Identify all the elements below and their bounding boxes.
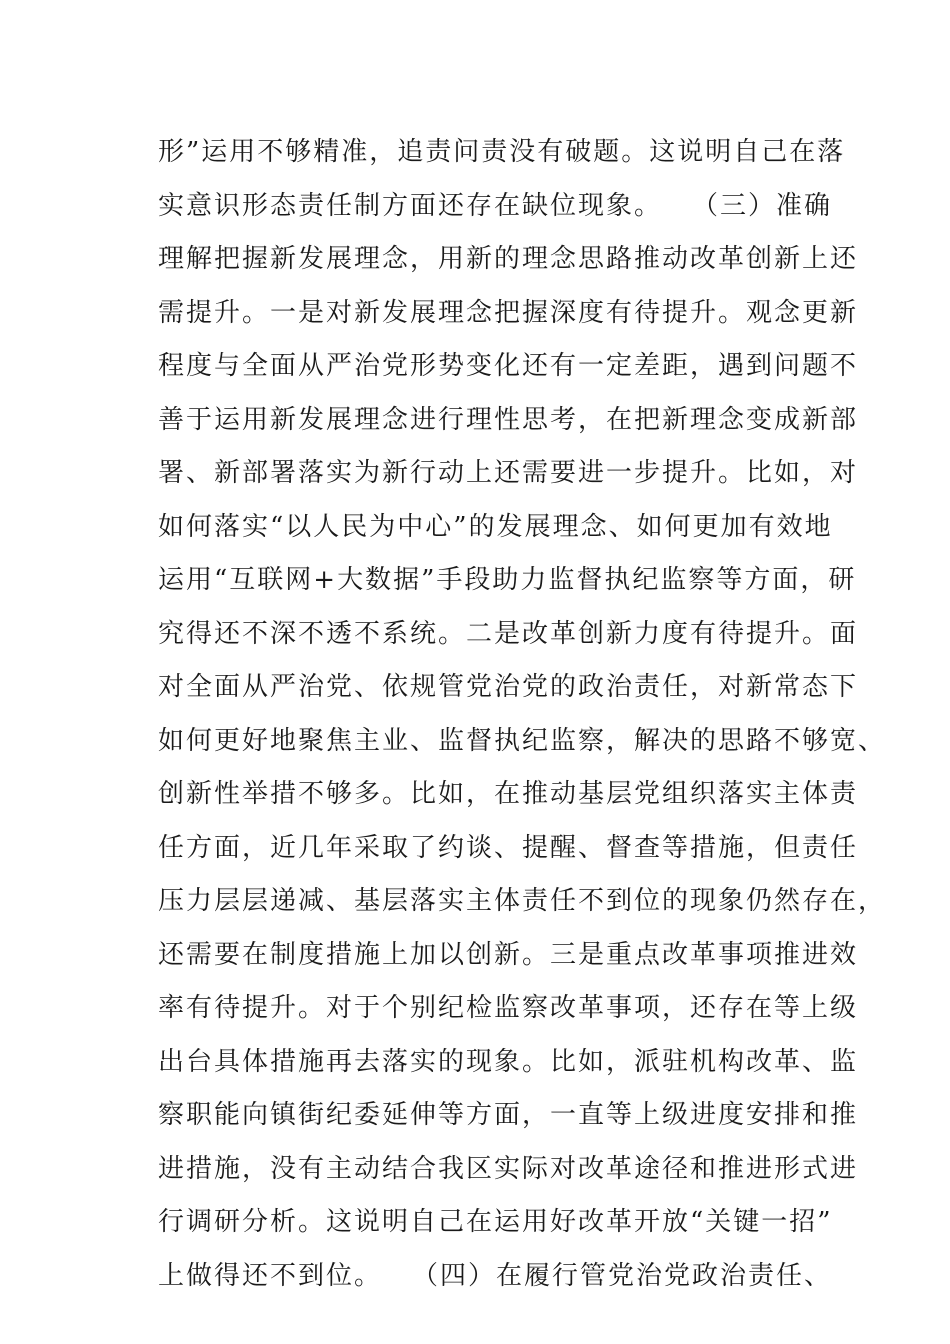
text-line: 率有待提升。对于个别纪检监察改革事项，还存在等上级 <box>158 993 859 1023</box>
text-line: 上做得还不到位。 （四）在履行管党治党政治责任、 <box>158 1260 833 1291</box>
text-line: 压力层层递减、基层落实主体责任不到位的现象仍然存在， <box>158 886 887 916</box>
text-line: 运用“互联网+大数据”手段助力监督执纪监察等方面，研 <box>158 565 857 595</box>
text-line: 需提升。一是对新发展理念把握深度有待提升。观念更新 <box>158 297 859 328</box>
text-line: 创新性举措不够多。比如，在推动基层党组织落实主体责 <box>158 779 859 809</box>
text-line: 善于运用新发展理念进行理性思考，在把新理念变成新部 <box>158 404 859 435</box>
text-line: 对全面从严治党、依规管党治党的政治责任，对新常态下 <box>158 672 859 702</box>
text-line: 如何更好地聚焦主业、监督执纪监察，解决的思路不够宽、 <box>158 725 887 756</box>
text-line: 程度与全面从严治党形势变化还有一定差距，遇到问题不 <box>158 351 859 381</box>
text-line: 还需要在制度措施上加以创新。三是重点改革事项推进效 <box>158 939 859 970</box>
text-line: 如何落实“以人民为中心”的发展理念、如何更加有效地 <box>158 511 833 542</box>
text-line: 究得还不深不透不系统。二是改革创新力度有待提升。面 <box>158 618 859 649</box>
text-line: 任方面，近几年采取了约谈、提醒、督查等措施，但责任 <box>158 832 859 863</box>
text-line: 行调研分析。这说明自己在运用好改革开放“关键一招” <box>158 1207 833 1237</box>
text-line: 署、新部署落实为新行动上还需要进一步提升。比如，对 <box>158 458 859 488</box>
text-line: 理解把握新发展理念，用新的理念思路推动改革创新上还 <box>158 244 859 274</box>
text-line: 进措施，没有主动结合我区实际对改革途径和推进形式进 <box>158 1153 859 1184</box>
text-line: 实意识形态责任制方面还存在缺位现象。 （三）准确 <box>158 190 833 221</box>
text-line: 出台具体措施再去落实的现象。比如，派驻机构改革、监 <box>158 1046 859 1077</box>
body-text <box>158 126 887 1303</box>
text-line: 察职能向镇街纪委延伸等方面，一直等上级进度安排和推 <box>158 1100 859 1130</box>
text-line: 形”运用不够精准，追责问责没有破题。这说明自己在落 <box>158 137 846 167</box>
